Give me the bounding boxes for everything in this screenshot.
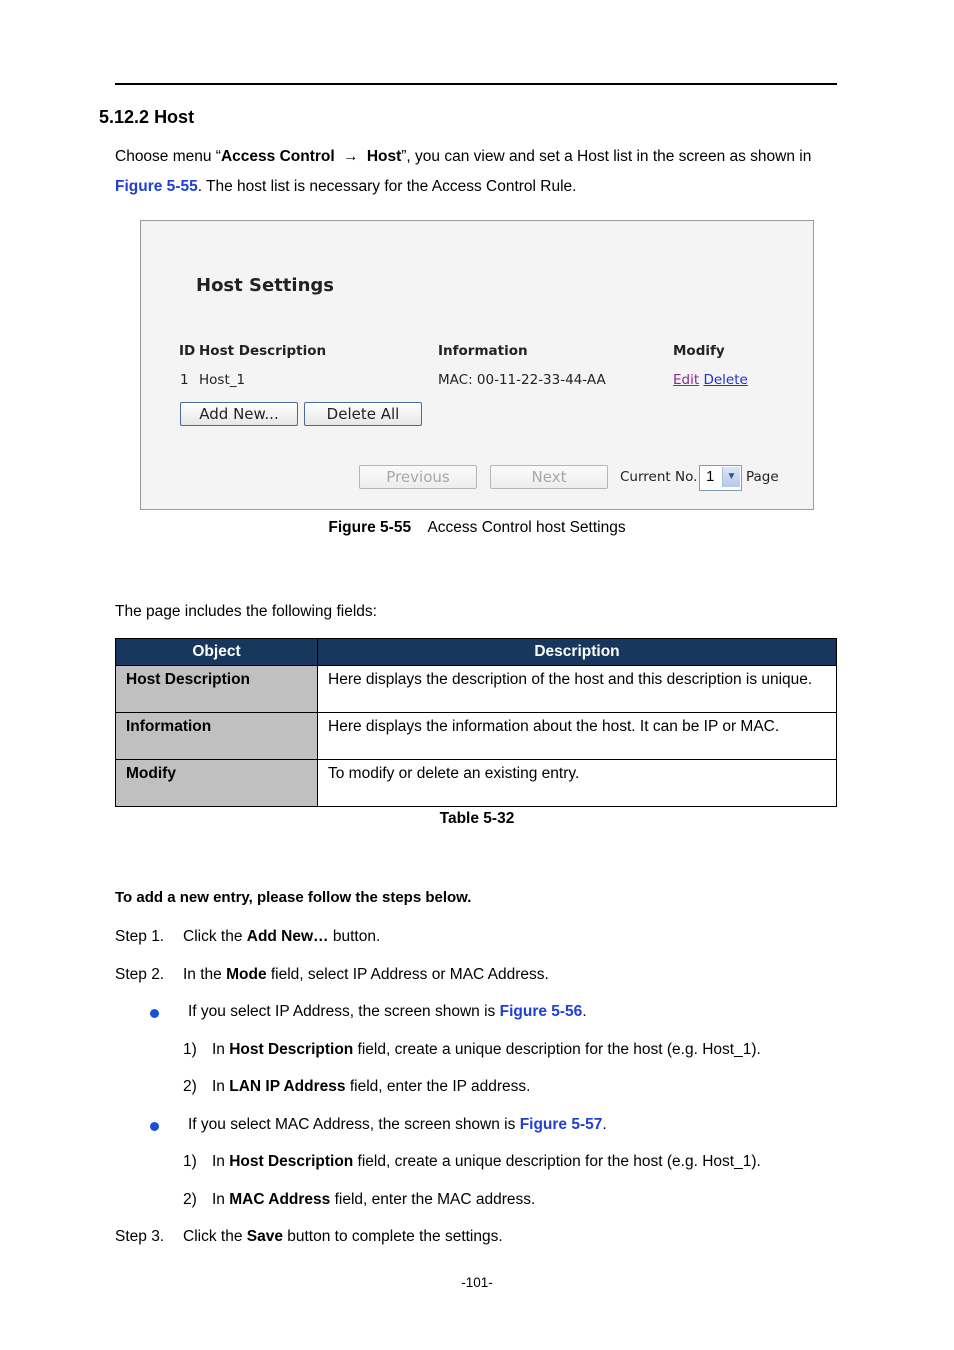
- row-id: 1: [180, 372, 189, 388]
- mac-substep-2-number: 2): [183, 1191, 197, 1208]
- intro-paragraph: [115, 142, 840, 202]
- figure-caption: [0, 519, 954, 537]
- table-row: [116, 760, 837, 807]
- object-cell: Host Description: [116, 666, 318, 713]
- object-cell: Modify: [116, 760, 318, 807]
- header-rule: [115, 83, 837, 85]
- fields-table: [115, 638, 837, 807]
- arrow-icon: →: [343, 148, 359, 165]
- page-number: -101-: [461, 1275, 493, 1290]
- menu-access-control: Access Control: [220, 148, 335, 165]
- description-cell: To modify or delete an existing entry.: [318, 760, 837, 807]
- section-title: Host: [154, 107, 195, 127]
- add-new-button[interactable]: Add New...: [180, 402, 298, 426]
- figure-5-57-link[interactable]: Figure 5-57: [519, 1116, 603, 1133]
- host-settings-title: Host Settings: [196, 275, 334, 296]
- step-1-label: Step 1.: [115, 928, 165, 945]
- description-cell: Here displays the description of the host and this description is unique.: [318, 666, 837, 713]
- step-3-text: Click the Save button to complete the settings.: [183, 1228, 503, 1245]
- col-modify-header: Modify: [673, 343, 725, 359]
- intro-text-3: . The host list is necessary for the Access Control Rule.: [197, 178, 577, 195]
- ip-substep-1-number: 1): [183, 1041, 197, 1058]
- delete-all-button[interactable]: Delete All: [304, 402, 422, 426]
- host-settings-screenshot: [140, 220, 814, 510]
- chevron-down-icon[interactable]: ▼: [722, 467, 740, 487]
- figure-5-55-link[interactable]: Figure 5-55: [115, 178, 198, 195]
- table-row: [116, 713, 837, 760]
- figure-caption-number: Figure 5-55: [328, 519, 412, 536]
- ip-substep-2-number: 2): [183, 1078, 197, 1095]
- table-caption: Table 5-32: [439, 810, 515, 827]
- object-cell: Information: [116, 713, 318, 760]
- mac-substep-2-text: In MAC Address field, enter the MAC address.: [212, 1191, 536, 1208]
- delete-link[interactable]: Delete: [703, 372, 748, 388]
- row-host-description: Host_1: [199, 372, 246, 388]
- col-host-description-header: Host Description: [199, 343, 327, 359]
- col-information-header: Information: [438, 343, 528, 359]
- ip-address-bullet-text: If you select IP Address, the screen shown is Figure 5-56.: [188, 1003, 587, 1020]
- step-2-text: In the Mode field, select IP Address or MAC Address.: [183, 966, 549, 983]
- ip-substep-1-text: In Host Description field, create a unique description for the host (e.g. Host_1).: [212, 1041, 761, 1058]
- fields-intro: The page includes the following fields:: [115, 603, 377, 620]
- bullet-icon: [150, 1009, 159, 1018]
- table-row: [116, 666, 837, 713]
- next-button[interactable]: Next: [490, 465, 608, 489]
- current-no-label: Current No.: [620, 469, 698, 485]
- description-cell: Here displays the information about the host. It can be IP or MAC.: [318, 713, 837, 760]
- section-number: 5.12.2: [99, 107, 150, 127]
- description-column-header: Description: [318, 639, 837, 666]
- step-1-text: Click the Add New… button.: [183, 928, 381, 945]
- section-heading: [99, 107, 194, 128]
- previous-button[interactable]: Previous: [359, 465, 477, 489]
- current-page-select[interactable]: [699, 465, 742, 491]
- menu-host: Host: [366, 148, 402, 165]
- steps-heading: To add a new entry, please follow the steps below.: [115, 889, 472, 906]
- page-label: Page: [746, 469, 779, 485]
- mac-substep-1-number: 1): [183, 1153, 197, 1170]
- intro-text-1: Choose menu “: [115, 148, 221, 165]
- col-id-header: ID: [179, 343, 196, 359]
- mac-address-bullet-text: If you select MAC Address, the screen shown is Figure 5-57.: [188, 1116, 607, 1133]
- row-information: MAC: 00-11-22-33-44-AA: [438, 372, 606, 388]
- object-column-header: Object: [116, 639, 318, 666]
- bullet-icon: [150, 1122, 159, 1131]
- figure-5-56-link[interactable]: Figure 5-56: [499, 1003, 583, 1020]
- current-page-value: 1: [706, 468, 715, 485]
- edit-link[interactable]: Edit: [673, 372, 700, 388]
- figure-caption-text: Access Control host Settings: [427, 519, 626, 536]
- mac-substep-1-text: In Host Description field, create a unique description for the host (e.g. Host_1).: [212, 1153, 761, 1170]
- step-3-label: Step 3.: [115, 1228, 165, 1245]
- intro-text-2: ”, you can view and set a Host list in the screen as shown in: [401, 148, 812, 165]
- step-2-label: Step 2.: [115, 966, 165, 983]
- table-header-row: [116, 639, 837, 666]
- ip-substep-2-text: In LAN IP Address field, enter the IP address.: [212, 1078, 531, 1095]
